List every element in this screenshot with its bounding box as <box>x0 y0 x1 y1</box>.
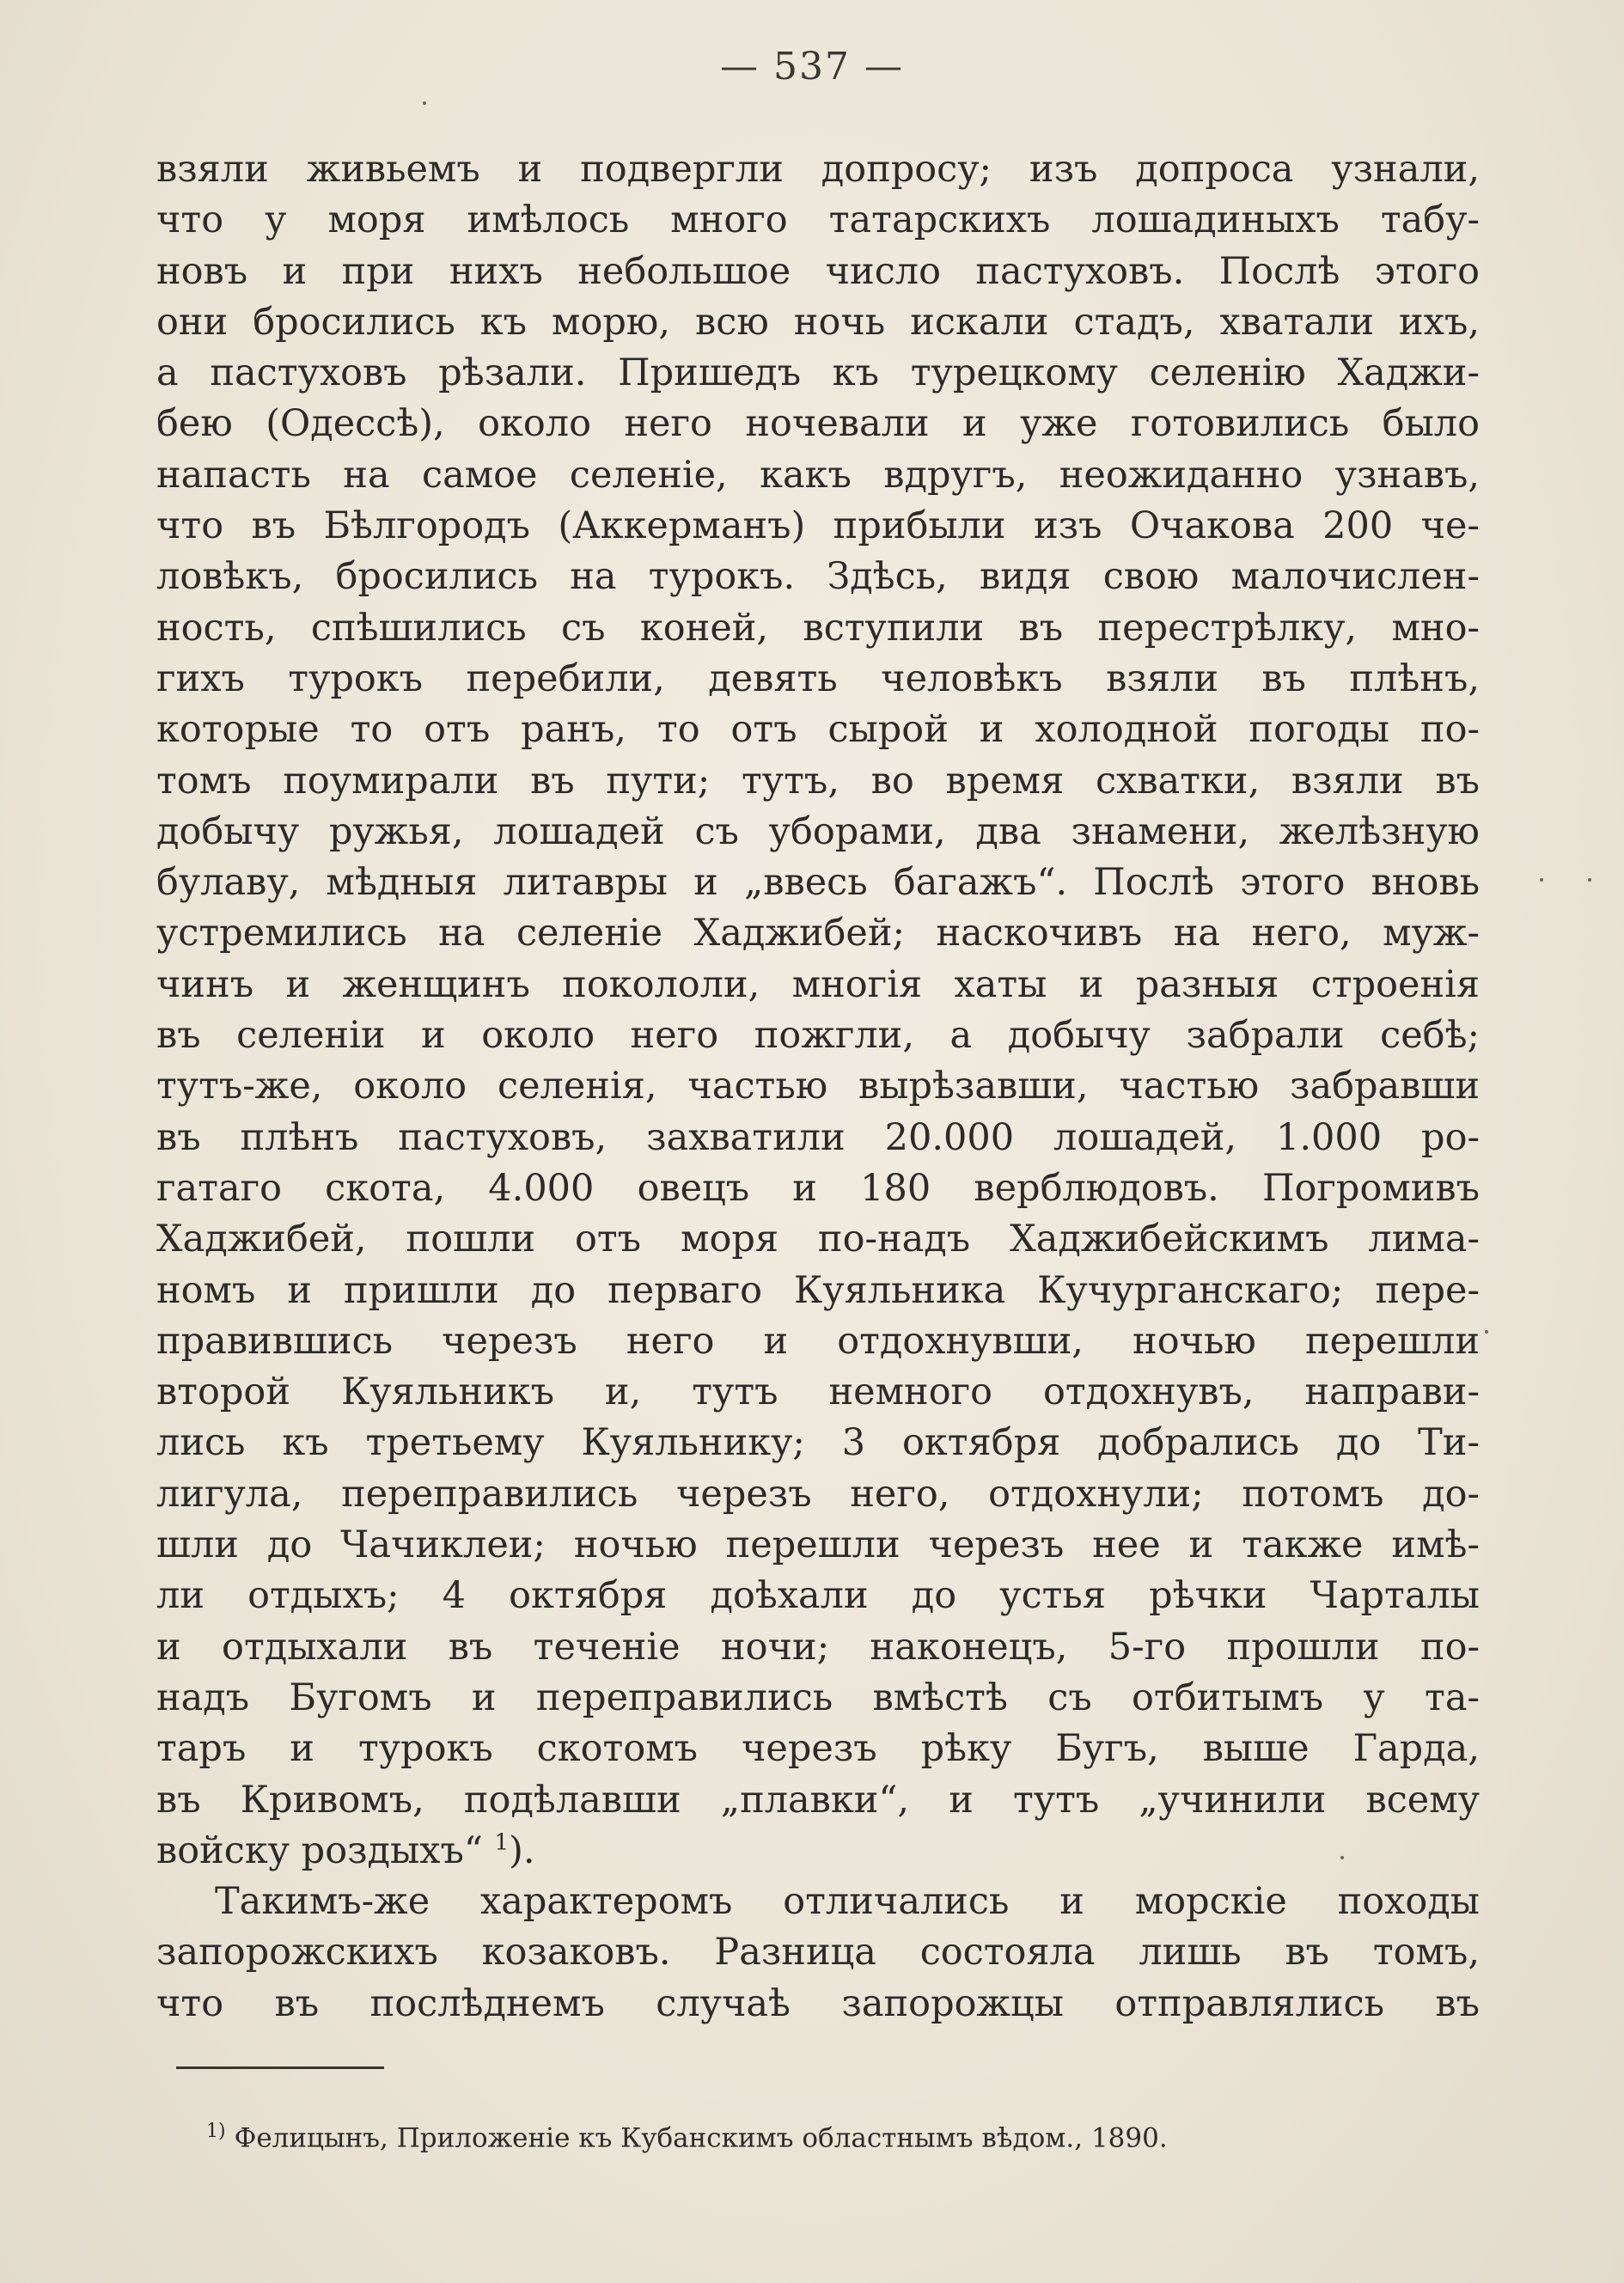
text-line: запорожскихъ козаковъ. Разница состояла лишь въ томъ, <box>156 1931 1480 1975</box>
print-speck <box>1340 1856 1344 1859</box>
text-line: бею (Одессѣ), около него ночевали и уже готовились было <box>156 402 1480 446</box>
text-line: второй Куяльникъ и, тутъ немного отдохнувъ, направи- <box>156 1370 1480 1414</box>
paragraph-end-line <box>156 1826 1480 1877</box>
footnote-mark: 1) <box>206 2121 226 2142</box>
text-line: новъ и при нихъ небольшое число пастуховъ. Послѣ этого <box>156 249 1480 293</box>
text-line: въ плѣнъ пастуховъ, захватили 20.000 лошадей, 1.000 ро- <box>156 1115 1480 1159</box>
footnote <box>206 2121 1168 2153</box>
text-line: устремились на селеніе Хаджибей; наскочивъ на него, муж- <box>156 912 1480 955</box>
page-number: — 537 — <box>720 45 904 89</box>
footnote-text: Фелицынъ, Приложеніе къ Кубанскимъ областнымъ вѣдом., 1890. <box>234 2122 1168 2154</box>
text-line: въ селеніи и около него пожгли, а добычу забрали себѣ; <box>156 1014 1480 1058</box>
print-speck <box>1588 878 1591 882</box>
text-line: ловѣкъ, бросились на турокъ. Здѣсь, видя свою малочислен- <box>156 555 1480 599</box>
text-line: ли отдыхъ; 4 октября доѣхали до устья рѣчки Чарталы <box>156 1574 1480 1618</box>
text-line: взяли живьемъ и подвергли допросу; изъ допроса узнали, <box>156 148 1480 191</box>
text-line: чинъ и женщинъ покололи, многія хаты и разныя строенія <box>156 962 1480 1006</box>
text-line: лигула, переправились черезъ него, отдохнули; потомъ до- <box>156 1472 1480 1516</box>
text-line: а пастуховъ рѣзали. Пришедъ къ турецкому селенію Хаджи- <box>156 351 1480 395</box>
text-line: гихъ турокъ перебили, девять человѣкъ взяли въ плѣнъ, <box>156 656 1480 700</box>
text-line: шли до Чачиклеи; ночью перешли черезъ нее и также имѣ- <box>156 1523 1480 1567</box>
text-line: которые то отъ ранъ, то отъ сырой и холодной погоды по- <box>156 708 1480 752</box>
text-line: лись къ третьему Куяльнику; 3 октября добрались до Ти- <box>156 1421 1480 1465</box>
print-speck <box>423 101 426 105</box>
text-line: въ Кривомъ, подѣлавши „плавки“, и тутъ „учинили всему <box>156 1778 1480 1822</box>
text-line: правившись черезъ него и отдохнувши, ночью перешли <box>156 1319 1480 1363</box>
footnote-reference[interactable]: 1 <box>494 1829 510 1856</box>
paragraph-end-tail: ). <box>509 1828 535 1872</box>
text-line: булаву, мѣдныя литавры и „ввесь багажъ“. Послѣ этого вновь <box>156 861 1480 905</box>
text-line: Такимъ-же характеромъ отличались и морскіе походы <box>215 1880 1480 1924</box>
text-line: надъ Бугомъ и переправились вмѣстѣ съ отбитымъ у та- <box>156 1676 1480 1719</box>
text-line: томъ поумирали въ пути; тутъ, во время схватки, взяли въ <box>156 759 1480 803</box>
body-text <box>156 144 1480 2030</box>
text-line: они бросились къ морю, всю ночь искали стадъ, хватали ихъ, <box>156 300 1480 344</box>
text-line: гатаго скота, 4.000 овецъ и 180 верблюдовъ. Погромивъ <box>156 1166 1480 1210</box>
print-speck <box>1485 1330 1488 1334</box>
footnote-separator <box>176 2066 384 2069</box>
text-line: что въ Бѣлгородъ (Аккерманъ) прибыли изъ Очакова 200 че- <box>156 504 1480 548</box>
text-line: что въ послѣднемъ случаѣ запорожцы отправлялись въ <box>156 1981 1480 2025</box>
text-line: что у моря имѣлось много татарскихъ лошадиныхъ табу- <box>156 198 1480 242</box>
text-line: напасть на самое селеніе, какъ вдругъ, неожиданно узнавъ, <box>156 453 1480 497</box>
text-line: номъ и пришли до перваго Куяльника Кучурганскаго; пере- <box>156 1268 1480 1312</box>
print-speck <box>1540 878 1543 882</box>
text-line: и отдыхали въ теченіе ночи; наконецъ, 5-го прошли по- <box>156 1625 1480 1669</box>
text-line: добычу ружья, лошадей съ уборами, два знамени, желѣзную <box>156 809 1480 853</box>
text-line: таръ и турокъ скотомъ черезъ рѣку Бугъ, выше Гарда, <box>156 1727 1480 1771</box>
paragraph-end-text: войску роздыхъ“ <box>156 1828 483 1872</box>
text-line: Хаджибей, пошли отъ моря по-надъ Хаджибейскимъ лима- <box>156 1218 1480 1261</box>
text-line: ность, спѣшились съ коней, вступили въ перестрѣлку, мно- <box>156 606 1480 650</box>
text-line: тутъ-же, около селенія, частью вырѣзавши, частью забравши <box>156 1065 1480 1108</box>
